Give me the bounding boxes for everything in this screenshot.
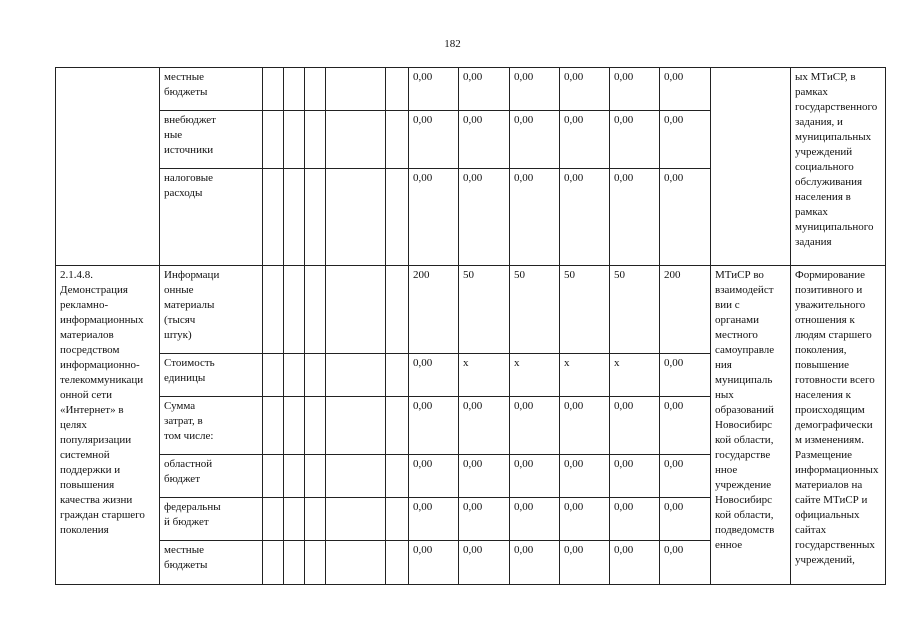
value-cell: 0,00 [409, 397, 459, 455]
empty-cell [386, 266, 409, 354]
value-cell: 0,00 [510, 541, 560, 585]
indicator-name: Сумма затрат, в том числе: [160, 397, 263, 455]
page-number: 182 [444, 38, 461, 50]
empty-cell [284, 541, 305, 585]
indicator-name: Стоимость единицы [160, 354, 263, 397]
value-cell: 50 [610, 266, 660, 354]
empty-cell [305, 169, 326, 266]
value-cell: 0,00 [409, 498, 459, 541]
empty-cell [326, 455, 386, 498]
empty-cell [326, 541, 386, 585]
empty-cell [263, 111, 284, 169]
empty-cell [386, 498, 409, 541]
table-row [56, 68, 886, 111]
value-cell: 0,00 [610, 169, 660, 266]
value-cell: 0,00 [459, 169, 510, 266]
value-cell: 0,00 [459, 397, 510, 455]
value-cell: x [610, 354, 660, 397]
value-cell: 0,00 [610, 498, 660, 541]
value-cell: 0,00 [409, 111, 459, 169]
value-cell: 50 [510, 266, 560, 354]
empty-cell [284, 68, 305, 111]
value-cell: 0,00 [510, 455, 560, 498]
empty-cell [386, 68, 409, 111]
value-cell: 0,00 [560, 455, 610, 498]
value-cell: 0,00 [459, 68, 510, 111]
funding-source: областной бюджет [160, 455, 263, 498]
empty-cell [263, 169, 284, 266]
funding-source: местные бюджеты [160, 541, 263, 585]
expected-result: Формирование позитивного и уважительного отношения к людям старшего поколения, повышение готовности всего населения к происходящим демографически м изменениям. Размещение информационных материалов на сайте МТиСР и официальных сайтах государственных учреждений, [791, 266, 886, 585]
value-cell: 0,00 [459, 541, 510, 585]
value-cell: x [510, 354, 560, 397]
value-cell: 50 [560, 266, 610, 354]
table-row [56, 266, 886, 354]
empty-cell [326, 397, 386, 455]
empty-cell [326, 266, 386, 354]
executor-cell: МТиСР во взаимодейст вии с органами местного самоуправле ния муниципаль ных образований Новосибирс кой области, государстве нное учреждение Новосибирс кой области, подведомств енное [711, 266, 791, 585]
value-cell: 0,00 [660, 111, 711, 169]
expected-result: ых МТиСР, в рамках государственного задания, и муниципальных учреждений социального обслуживания населения в рамках муниципального задания [791, 68, 886, 266]
value-cell: 0,00 [409, 354, 459, 397]
empty-cell [305, 68, 326, 111]
value-cell: 0,00 [660, 169, 711, 266]
empty-cell [386, 397, 409, 455]
empty-cell [284, 354, 305, 397]
value-cell: 0,00 [660, 68, 711, 111]
value-cell: 0,00 [560, 397, 610, 455]
value-cell: 0,00 [610, 455, 660, 498]
empty-cell [305, 266, 326, 354]
empty-cell [263, 266, 284, 354]
value-cell: 200 [660, 266, 711, 354]
empty-cell [284, 169, 305, 266]
empty-cell [386, 541, 409, 585]
value-cell: 0,00 [610, 68, 660, 111]
empty-cell [263, 541, 284, 585]
value-cell: 0,00 [510, 68, 560, 111]
empty-cell [263, 68, 284, 111]
empty-cell [386, 354, 409, 397]
funding-source: налоговые расходы [160, 169, 263, 266]
empty-cell [305, 397, 326, 455]
value-cell: 0,00 [459, 455, 510, 498]
value-cell: 0,00 [660, 397, 711, 455]
empty-cell [326, 111, 386, 169]
empty-cell [326, 68, 386, 111]
activity-name: 2.1.4.8. Демонстрация рекламно- информационных материалов посредством информационно- телекоммуникаци онной сети «Интернет» в целях популяризации системной поддержки и повышения качества жизни граждан старшего поколения [56, 266, 160, 585]
value-cell: 0,00 [510, 397, 560, 455]
value-cell: 0,00 [560, 541, 610, 585]
value-cell: x [560, 354, 610, 397]
value-cell: 0,00 [660, 541, 711, 585]
value-cell: 0,00 [510, 498, 560, 541]
value-cell: 0,00 [409, 455, 459, 498]
empty-cell [326, 498, 386, 541]
value-cell: 0,00 [610, 541, 660, 585]
value-cell: 0,00 [510, 169, 560, 266]
empty-cell [305, 111, 326, 169]
value-cell: 0,00 [560, 111, 610, 169]
value-cell: 200 [409, 266, 459, 354]
indicator-name: Информаци онные материалы (тысяч штук) [160, 266, 263, 354]
empty-cell [284, 397, 305, 455]
empty-cell [284, 455, 305, 498]
value-cell: 0,00 [409, 68, 459, 111]
value-cell: 0,00 [560, 68, 610, 111]
empty-cell [263, 455, 284, 498]
empty-cell [263, 397, 284, 455]
value-cell: 0,00 [459, 111, 510, 169]
value-cell: 0,00 [459, 498, 510, 541]
value-cell: 0,00 [560, 498, 610, 541]
value-cell: x [459, 354, 510, 397]
value-cell: 0,00 [610, 111, 660, 169]
executor-cell-empty [711, 68, 791, 266]
empty-cell [386, 111, 409, 169]
empty-cell [284, 498, 305, 541]
value-cell: 0,00 [409, 169, 459, 266]
empty-cell [326, 354, 386, 397]
value-cell: 0,00 [660, 354, 711, 397]
program-table [55, 67, 886, 585]
value-cell: 0,00 [510, 111, 560, 169]
value-cell: 0,00 [409, 541, 459, 585]
empty-cell [305, 455, 326, 498]
value-cell: 50 [459, 266, 510, 354]
empty-cell [326, 169, 386, 266]
empty-cell [305, 498, 326, 541]
empty-cell [305, 354, 326, 397]
empty-cell [386, 169, 409, 266]
value-cell: 0,00 [660, 455, 711, 498]
empty-cell [305, 541, 326, 585]
empty-cell [263, 354, 284, 397]
empty-cell [263, 498, 284, 541]
funding-source: внебюджет ные источники [160, 111, 263, 169]
empty-activity-cell [56, 68, 160, 266]
empty-cell [386, 455, 409, 498]
value-cell: 0,00 [560, 169, 610, 266]
value-cell: 0,00 [610, 397, 660, 455]
value-cell: 0,00 [660, 498, 711, 541]
funding-source: федеральны й бюджет [160, 498, 263, 541]
funding-source: местные бюджеты [160, 68, 263, 111]
empty-cell [284, 266, 305, 354]
empty-cell [284, 111, 305, 169]
